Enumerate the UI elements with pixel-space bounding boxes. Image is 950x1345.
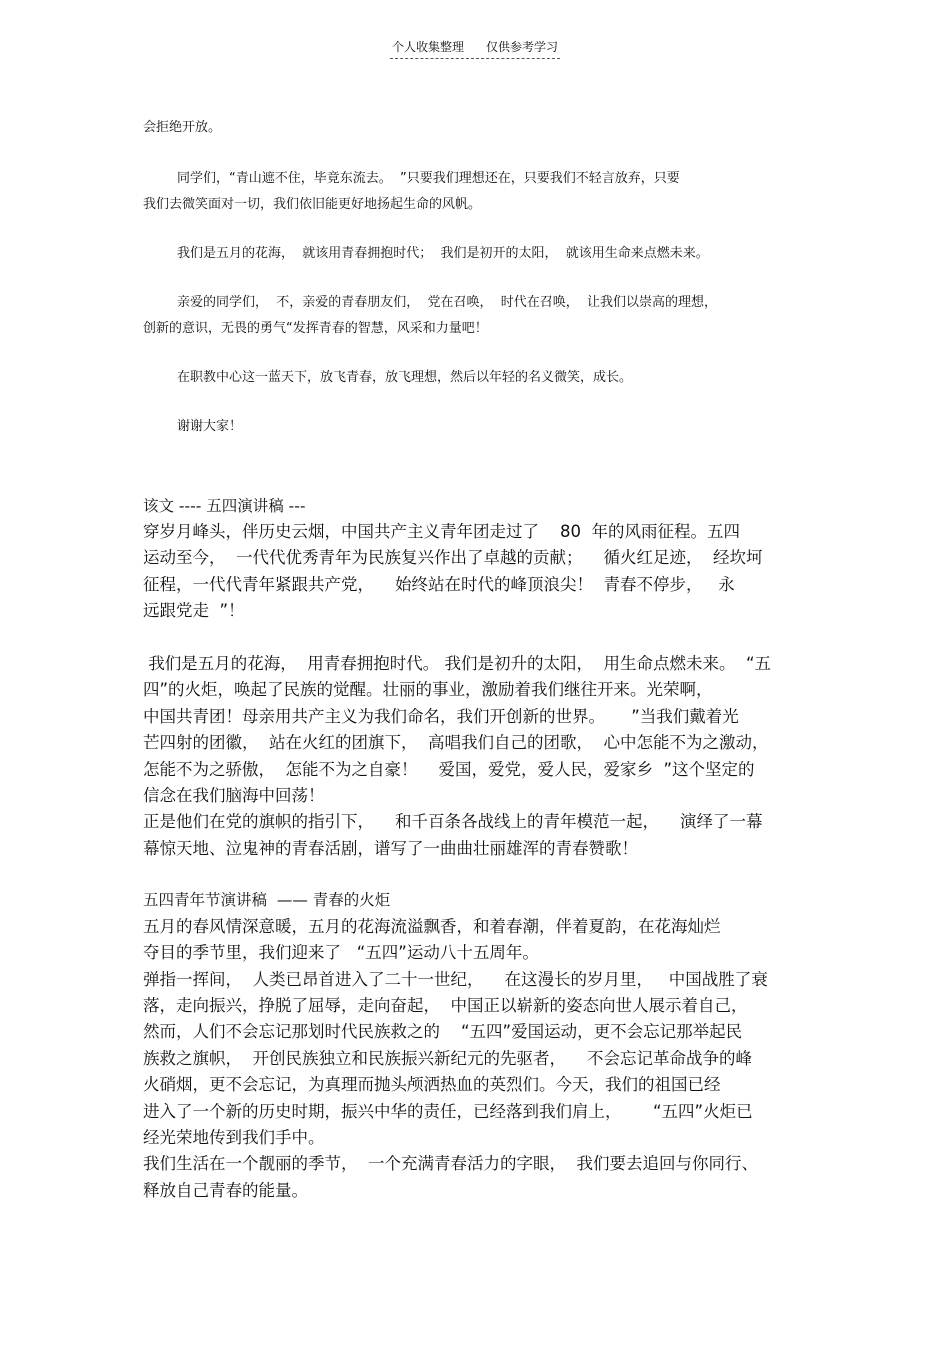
- paragraph-line: 幕惊天地、泣鬼神的青春活剧，谱写了一曲曲壮丽雄浑的青春赞歌！: [143, 839, 638, 858]
- paragraph-line: 正是他们在党的旗帜的指引下， 和千百条各战线上的青年模范一起， 演绎了一幕: [143, 812, 763, 831]
- paragraph-line: 中国共青团！母亲用共产主义为我们命名，我们开创新的世界。 ”当我们戴着光: [143, 707, 739, 726]
- paragraph-line: 族救之旗帜， 开创民族独立和民族振兴新纪元的先驱者， 不会忘记革命战争的峰: [143, 1049, 752, 1068]
- paragraph-line: 落，走向振兴，挣脱了屈辱，走向奋起， 中国正以崭新的姿态向世人展示着自己，: [143, 996, 748, 1015]
- header-right-text: 仅供参考学习: [486, 40, 559, 54]
- paragraph-line: 进入了一个新的历史时期，振兴中华的责任，已经落到我们肩上， “五四”火炬已: [143, 1102, 753, 1121]
- paragraph-line: 穿岁月峰头，伴历史云烟，中国共产主义青年团走过了 80 年的风雨征程。五四: [143, 522, 740, 541]
- paragraph-line: 五月的春风情深意暖，五月的花海流溢飘香，和着春潮，伴着夏韵，在花海灿烂: [143, 917, 721, 936]
- paragraph-line: 同学们，“青山遮不住，毕竟东流去。 ”只要我们理想还在，只要我们不轻言放弃，只要: [177, 171, 680, 186]
- paragraph-line: 火硝烟，更不会忘记，为真理而抛头颅洒热血的英烈们。今天，我们的祖国已经: [143, 1075, 721, 1094]
- paragraph-line: 怎能不为之骄傲， 怎能不为之自豪！ 爱国，爱党，爱人民，爱家乡 ”这个坚定的: [143, 760, 755, 779]
- paragraph-line: 然而，人们不会忘记那划时代民族救之的 “五四”爱国运动，更不会忘记那举起民: [143, 1022, 743, 1041]
- paragraph-line: 释放自己青春的能量。: [143, 1181, 308, 1200]
- paragraph-line: 谢谢大家！: [177, 419, 243, 434]
- paragraph-line: 信念在我们脑海中回荡！: [143, 786, 325, 805]
- paragraph-line: 创新的意识，无畏的勇气“发挥青春的智慧，风采和力量吧！: [143, 321, 488, 336]
- paragraph-line: 在职教中心这一蓝天下，放飞青春，放飞理想，然后以年轻的名义微笑，成长。: [177, 370, 633, 385]
- paragraph-line: 远跟党走 ”！: [143, 601, 245, 620]
- paragraph-line: 我们是五月的花海， 用青春拥抱时代。 我们是初升的太阳， 用生命点燃未来。 “五: [143, 654, 772, 673]
- page-header: [0, 38, 950, 59]
- paragraph-line: 弹指一挥间， 人类已昂首进入了二十一世纪， 在这漫长的岁月里， 中国战胜了衰: [143, 970, 768, 989]
- paragraph-line: 我们生活在一个靓丽的季节， 一个充满青春活力的字眼， 我们要去追回与你同行、: [143, 1154, 758, 1173]
- paragraph-line: 夺目的季节里，我们迎来了 “五四”运动八十五周年。: [143, 943, 539, 962]
- section-title: 五四青年节演讲稿 —— 青春的火炬: [143, 891, 391, 909]
- paragraph-line: 征程，一代代青年紧跟共产党， 始终站在时代的峰顶浪尖！ 青春不停步， 永: [143, 575, 735, 594]
- paragraph-line: 四”的火炬，唤起了民族的觉醒。壮丽的事业，激励着我们继往开来。光荣啊，: [143, 680, 713, 699]
- header-label: [390, 38, 560, 59]
- paragraph-line: 经光荣地传到我们手中。: [143, 1128, 325, 1147]
- section-title: 该文 ---- 五四演讲稿 ---: [143, 497, 306, 515]
- paragraph-line: 芒四射的团徽， 站在火红的团旗下， 高唱我们自己的团歌， 心中怎能不为之激动，: [143, 733, 769, 752]
- paragraph-line: 运动至今， 一代代优秀青年为民族复兴作出了卓越的贡献； 循火红足迹， 经坎坷: [143, 548, 763, 567]
- paragraph-line: 我们是五月的花海， 就该用青春拥抱时代； 我们是初开的太阳， 就该用生命来点燃未来。: [177, 246, 709, 261]
- header-left-text: 个人收集整理: [391, 40, 464, 54]
- paragraph-line: 我们去微笑面对一切，我们依旧能更好地扬起生命的风帆。: [143, 197, 482, 212]
- paragraph-line: 会拒绝开放。: [143, 120, 222, 135]
- paragraph-line: 亲爱的同学们， 不，亲爱的青春朋友们， 党在召唤， 时代在召唤， 让我们以崇高的理想，: [177, 295, 718, 310]
